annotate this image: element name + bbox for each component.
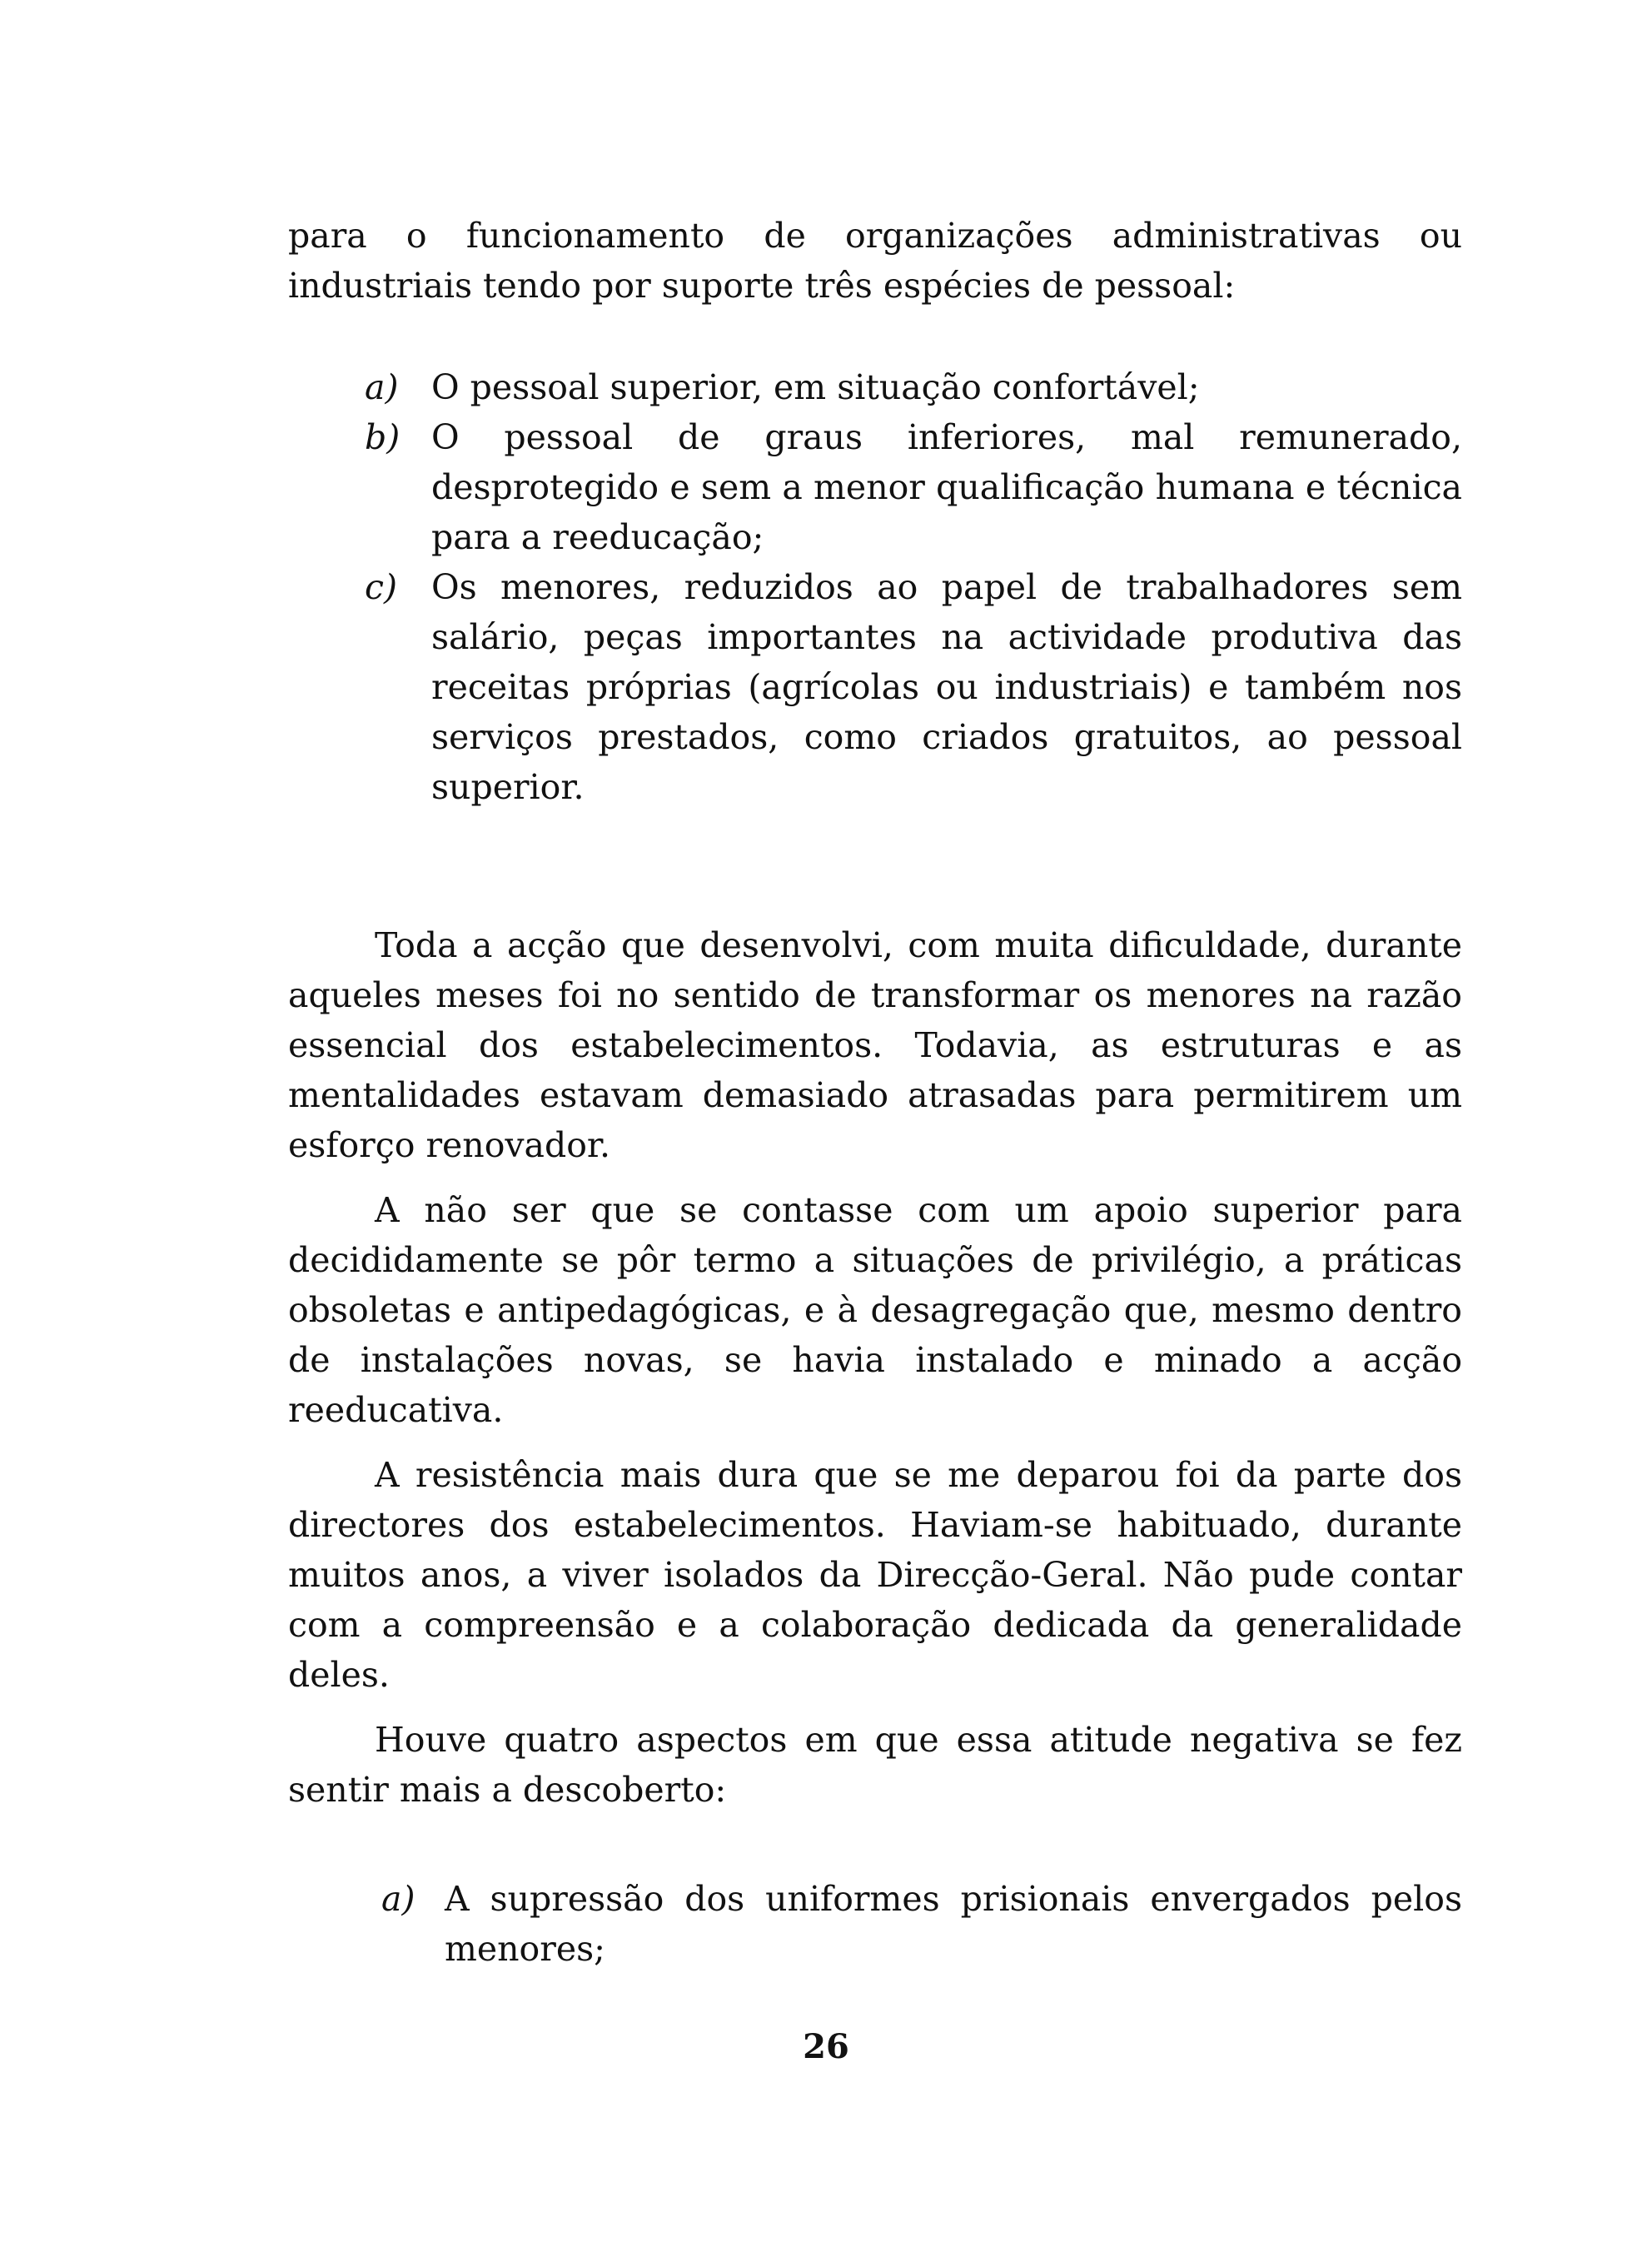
list-item-text: O pessoal superior, em situação confortável;	[431, 367, 1200, 407]
paragraph: Houve quatro aspectos em que essa atitude negativa se fez sentir mais a descoberto:	[288, 1720, 1462, 1810]
list-item-text: Os menores, reduzidos ao papel de trabalhadores sem salário, peças importantes na actividade produtiva das receitas próprias (agrícolas ou industriais) e também nos serviços prestados, como criados gratuitos, ao pessoal superior.	[431, 567, 1462, 807]
paragraph: A não ser que se contasse com um apoio superior para decididamente se pôr termo a situações de privilégio, a práticas obsoletas e antipedagógicas, e à desagregação que, mesmo dentro de instalações novas, se havia instalado e minado a acção reeducativa.	[288, 1190, 1462, 1430]
intro-paragraph: para o funcionamento de organizações administrativas ou industriais tendo por suporte três espécies de pessoal:	[288, 216, 1462, 306]
list-marker: c)	[365, 567, 397, 607]
list-item	[288, 562, 1462, 812]
paragraph: A resistência mais dura que se me deparou foi da parte dos directores dos estabelecimentos. Haviam-se habituado, durante muitos anos, a viver isolados da Direcção-Geral. Não pude contar com a compreensão e a colaboração dedicada da generalidade deles.	[288, 1455, 1462, 1695]
aspects-list	[288, 1874, 1462, 1974]
page-number: 26	[803, 2027, 849, 2066]
list-item	[288, 362, 1462, 412]
staff-types-list	[288, 362, 1462, 812]
list-marker: a)	[365, 367, 399, 407]
list-marker: a)	[381, 1879, 415, 1919]
list-marker: b)	[365, 417, 401, 457]
list-item-text: A supressão dos uniformes prisionais envergados pelos menores;	[445, 1879, 1462, 1969]
list-item	[288, 1874, 1462, 1974]
body-text	[288, 920, 1462, 1830]
list-item	[288, 412, 1462, 562]
paragraph: Toda a acção que desenvolvi, com muita dificuldade, durante aqueles meses foi no sentido de transformar os menores na razão essencial dos estabelecimentos. Todavia, as estruturas e as mentalidades estavam demasiado atrasadas para permitirem um esforço renovador.	[288, 925, 1462, 1165]
list-item-text: O pessoal de graus inferiores, mal remunerado, desprotegido e sem a menor qualificação humana e técnica para a reeducação;	[431, 417, 1462, 557]
